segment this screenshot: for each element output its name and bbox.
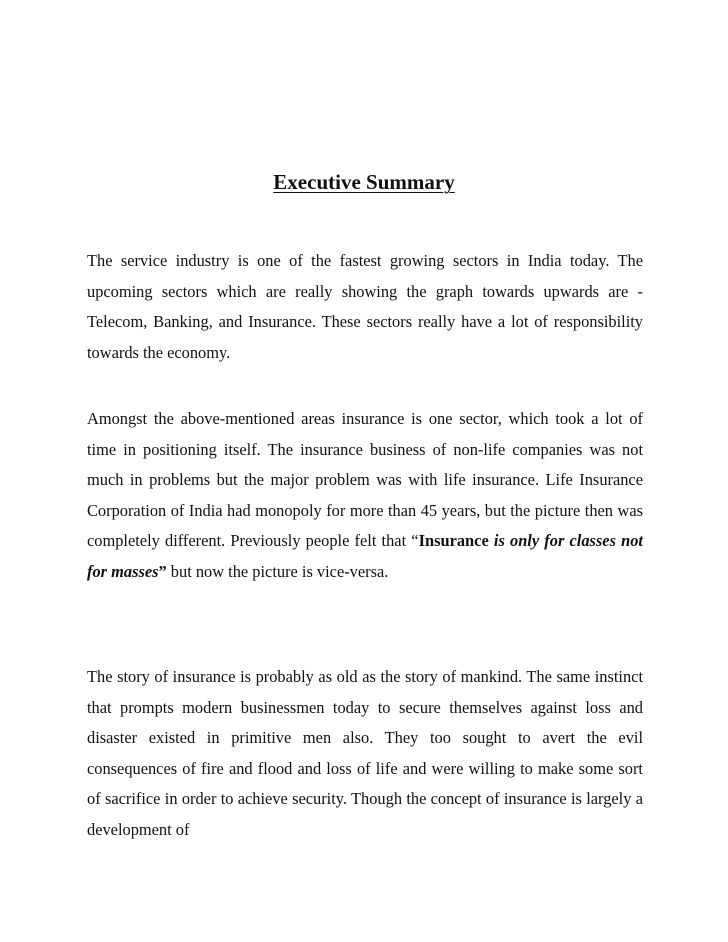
page-title: Executive Summary bbox=[273, 170, 455, 194]
paragraph-insurance-positioning bbox=[87, 404, 643, 587]
quote-classes-masses: is only for classes not for masses bbox=[87, 531, 643, 581]
paragraph-insurance-history: The story of insurance is probably as old as the story of mankind. The same instinct that prompts modern businessmen today to secure themselves against loss and disaster existed in primitive men also. They too sought to avert the evil consequences of fire and flood and loss of life and were willing to make some sort of sacrifice in order to achieve security. Though the concept of insurance is largely a development of bbox=[87, 667, 643, 839]
quote-close-mark: ” bbox=[158, 561, 167, 581]
quote-insurance-word: Insurance bbox=[418, 531, 489, 550]
paragraph-service-industry: The service industry is one of the fastest growing sectors in India today. The upcoming sectors which are really showing the graph towards upwards are - Telecom, Banking, and Insurance. These sectors really have a lot of responsibility towards the economy. bbox=[87, 251, 643, 362]
paragraph-tail-text: but now the picture is vice-versa. bbox=[166, 561, 389, 581]
paragraph-intro-text: Amongst the above-mentioned areas insurance is one sector, which took a lot of time in positioning itself. The insurance business of non-life companies was not much in problems but the major problem was with life insurance. Life Insurance Corporation of India had monopoly for more than 45 years, but the picture then was completely different. Previously people felt that “ bbox=[87, 409, 643, 550]
